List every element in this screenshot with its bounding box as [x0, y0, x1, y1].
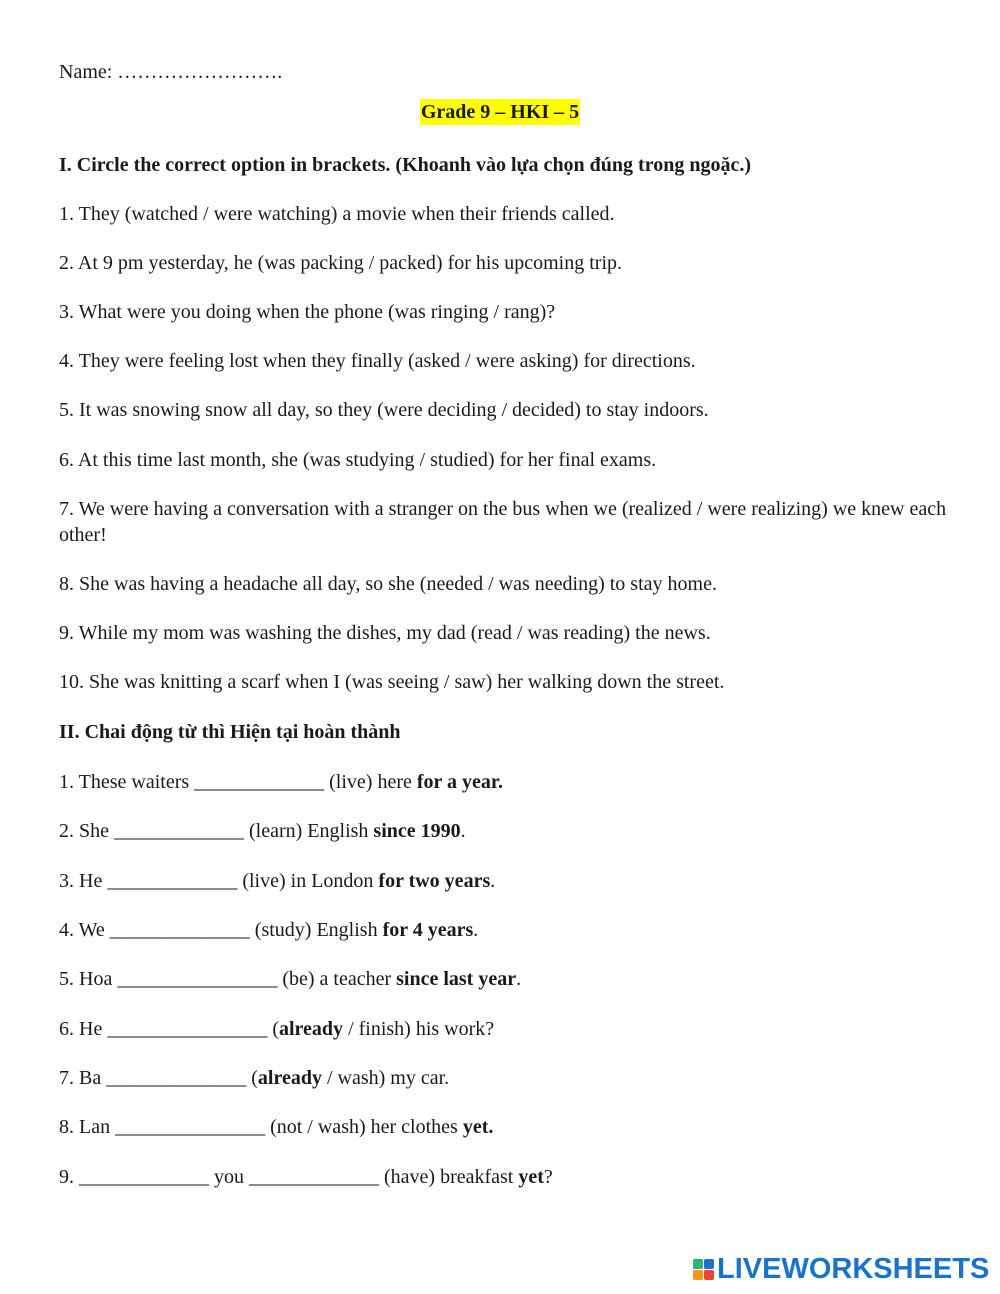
s2-item-3 — [59, 868, 495, 894]
s2-item-keyword: yet — [518, 1166, 544, 1188]
worksheet-title: Grade 9 – HKI – 5 — [420, 101, 580, 123]
s2-item-5 — [59, 966, 521, 992]
s2-item-keyword: already — [257, 1067, 322, 1089]
s1-item-3: 3. What were you doing when the phone (was ringing / rang)? — [59, 301, 556, 323]
s2-item-text: 8. Lan _______________ (not / wash) her clothes — [59, 1116, 463, 1138]
s2-item-text: 9. _____________ you _____________ (have) breakfast — [59, 1166, 519, 1188]
s2-item-keyword: for a year. — [416, 771, 503, 793]
s1-item-7: 7. We were having a conversation with a stranger on the bus when we (realized / were realizing) we knew each other! — [59, 498, 947, 546]
s1-item-8: 8. She was having a headache all day, so she (needed / was needing) to stay home. — [59, 573, 717, 595]
s1-item-5: 5. It was snowing snow all day, so they (were deciding / decided) to stay indoors. — [59, 399, 709, 421]
s2-item-text: 3. He _____________ (live) in London — [59, 870, 379, 892]
s2-item-tail: . — [490, 870, 496, 892]
s2-item-keyword: since 1990 — [373, 820, 461, 842]
s2-item-8 — [59, 1114, 493, 1140]
s2-item-tail: / wash) my car. — [321, 1067, 450, 1089]
s2-item-keyword: since last year — [396, 968, 517, 990]
s2-item-text: 6. He ________________ ( — [59, 1018, 279, 1040]
s2-item-keyword: already — [278, 1018, 344, 1040]
name-line: Name: ……………………. — [59, 61, 283, 83]
s2-item-text: 2. She _____________ (learn) English — [59, 820, 374, 842]
logo-wordmark: LIVEWORKSHEETS — [717, 1253, 990, 1285]
s1-item-10: 10. She was knitting a scarf when I (was seeing / saw) her walking down the street. — [59, 671, 725, 693]
s2-item-keyword: for two years — [378, 870, 491, 892]
section1-heading: I. Circle the correct option in brackets. (Khoanh vào lựa chọn đúng trong ngoặc.) — [59, 154, 752, 176]
s2-item-2 — [59, 818, 466, 844]
s2-item-7 — [59, 1065, 449, 1091]
s1-item-2: 2. At 9 pm yesterday, he (was packing / packed) for his upcoming trip. — [59, 252, 623, 274]
liveworksheets-logo-icon — [693, 1259, 714, 1280]
s2-item-text: 1. These waiters _____________ (live) here — [59, 771, 417, 793]
s2-item-tail: / finish) his work? — [343, 1018, 495, 1040]
section2-heading: II. Chai động từ thì Hiện tại hoàn thành — [59, 721, 401, 743]
s2-item-1 — [59, 769, 503, 795]
s2-item-text: 4. We ______________ (study) English — [59, 919, 383, 941]
s2-item-tail: ? — [543, 1166, 553, 1188]
liveworksheets-logo[interactable] — [693, 1254, 989, 1284]
s1-item-6: 6. At this time last month, she (was studying / studied) for her final exams. — [59, 449, 657, 471]
s2-item-tail: . — [516, 968, 522, 990]
s2-item-text: 7. Ba ______________ ( — [59, 1067, 258, 1089]
s2-item-text: 5. Hoa ________________ (be) a teacher — [59, 968, 397, 990]
s2-item-6 — [59, 1016, 494, 1042]
s2-item-tail: . — [473, 919, 479, 941]
s2-item-keyword: yet. — [462, 1116, 494, 1138]
s2-item-keyword: for 4 years — [382, 919, 474, 941]
s1-item-4: 4. They were feeling lost when they finally (asked / were asking) for directions. — [59, 350, 696, 372]
s1-item-1: 1. They (watched / were watching) a movie when their friends called. — [59, 203, 615, 225]
title-row — [0, 99, 1000, 125]
s1-item-9: 9. While my mom was washing the dishes, my dad (read / was reading) the news. — [59, 622, 711, 644]
s2-item-tail: . — [460, 820, 466, 842]
s2-item-4 — [59, 917, 478, 943]
s2-item-9 — [59, 1164, 553, 1190]
